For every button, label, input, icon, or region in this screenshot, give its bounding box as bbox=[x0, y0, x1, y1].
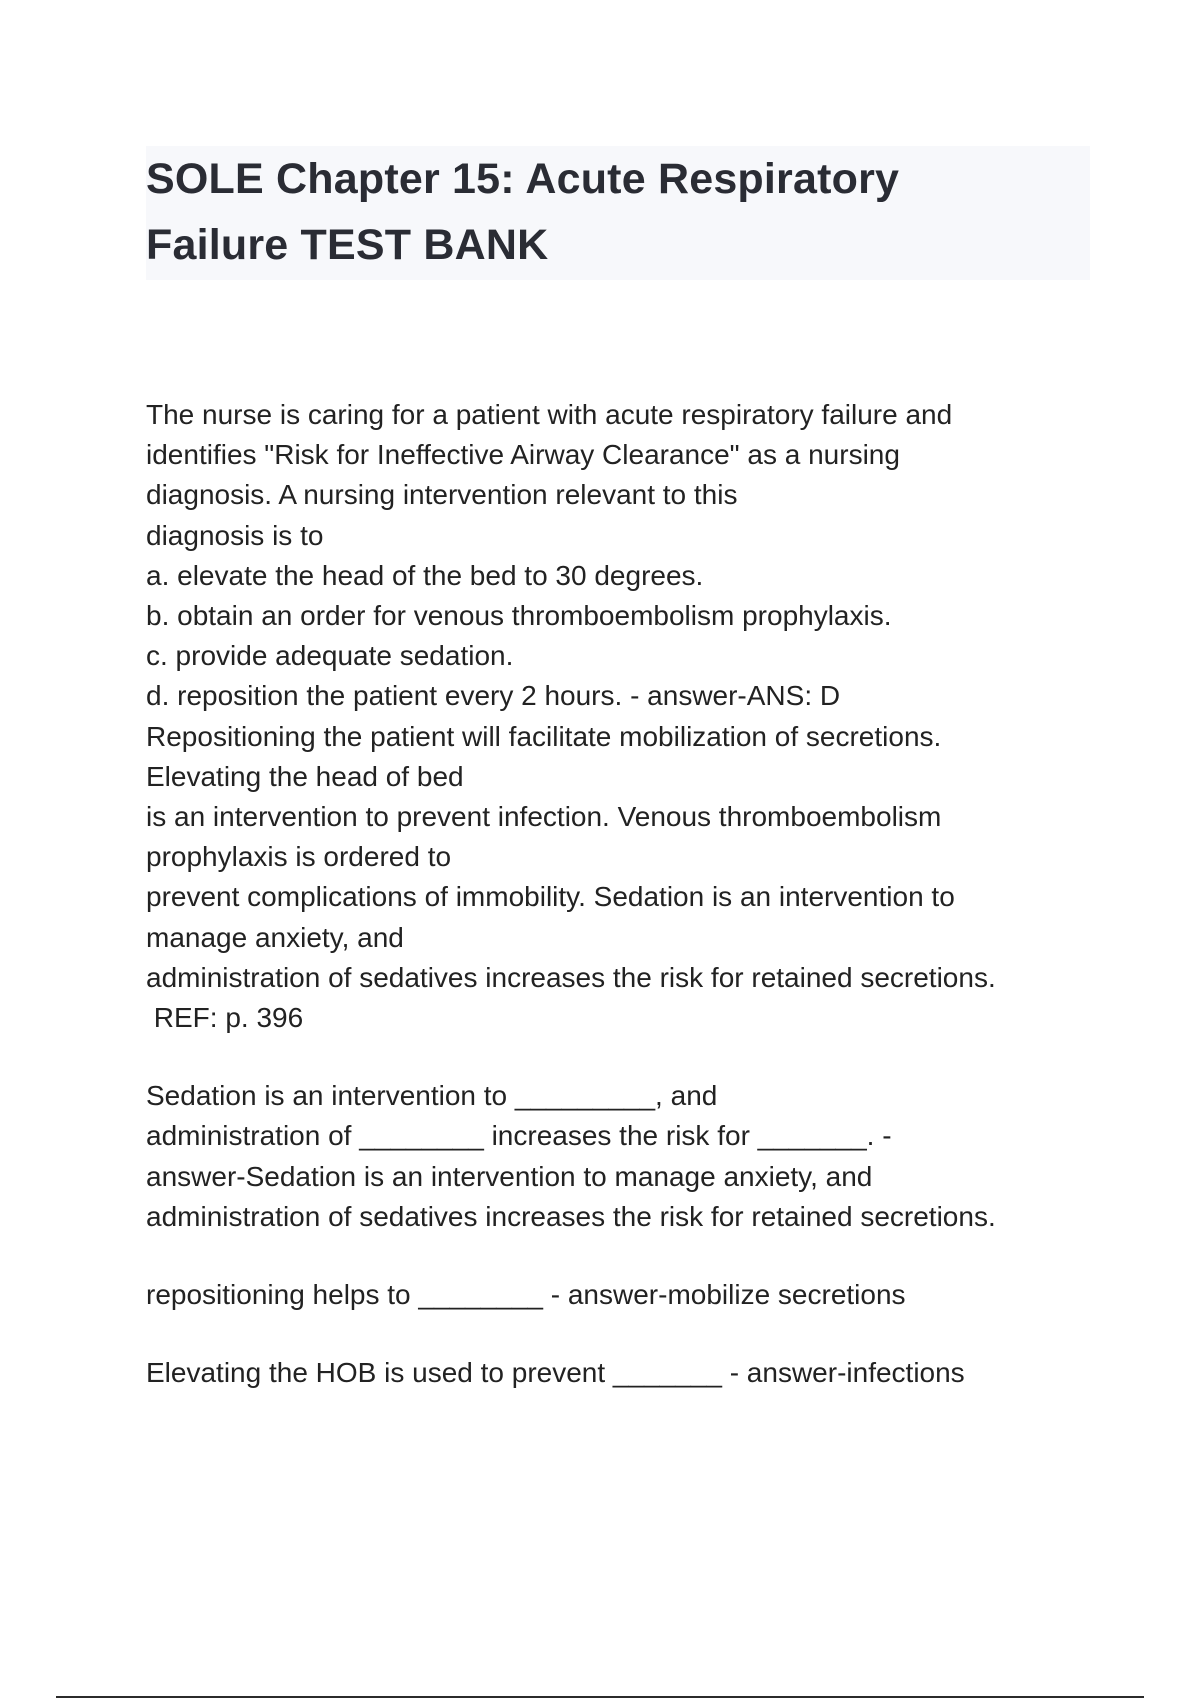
rationale-line: prophylaxis is ordered to bbox=[146, 841, 452, 873]
section-spacer bbox=[146, 1038, 1106, 1076]
question-text-line: diagnosis is to bbox=[146, 519, 324, 551]
answer-line: answer-Sedation is an intervention to manage anxiety, and bbox=[146, 1160, 873, 1192]
page-title-line-1: SOLE Chapter 15: Acute Respiratory bbox=[146, 155, 900, 203]
answer-line: administration of sedatives increases the risk for retained secretions. bbox=[146, 1200, 996, 1232]
page-title-line-2: Failure TEST BANK bbox=[146, 221, 549, 269]
answer-option-c: c. provide adequate sedation. bbox=[146, 640, 514, 672]
question-text-line: administration of ________ increases the risk for _______. - bbox=[146, 1120, 892, 1152]
document-body bbox=[146, 395, 1106, 1393]
question-4 bbox=[146, 1353, 1106, 1393]
question-text-line: Sedation is an intervention to _________, and bbox=[146, 1080, 718, 1112]
question-1 bbox=[146, 395, 1106, 1038]
footer-divider bbox=[56, 1696, 1144, 1698]
answer-option-b: b. obtain an order for venous thromboembolism prophylaxis. bbox=[146, 600, 892, 632]
rationale-line: prevent complications of immobility. Sedation is an intervention to bbox=[146, 881, 955, 913]
rationale-line: administration of sedatives increases the risk for retained secretions. bbox=[146, 961, 996, 993]
rationale-line: is an intervention to prevent infection. Venous thromboembolism bbox=[146, 801, 942, 833]
rationale-line: manage anxiety, and bbox=[146, 921, 404, 953]
question-text-line: The nurse is caring for a patient with acute respiratory failure and bbox=[146, 399, 953, 430]
section-spacer bbox=[146, 1237, 1106, 1275]
question-2 bbox=[146, 1076, 1106, 1237]
reference-line: REF: p. 396 bbox=[146, 1002, 304, 1034]
rationale-line: Elevating the head of bed bbox=[146, 760, 464, 792]
title-block bbox=[146, 146, 1090, 280]
question-text-line: diagnosis. A nursing intervention relevant to this bbox=[146, 479, 738, 511]
rationale-line: Repositioning the patient will facilitate mobilization of secretions. bbox=[146, 720, 942, 752]
section-spacer bbox=[146, 1315, 1106, 1353]
question-answer-line: repositioning helps to ________ - answer-mobilize secretions bbox=[146, 1279, 906, 1311]
question-text-line: identifies "Risk for Ineffective Airway Clearance" as a nursing bbox=[146, 439, 900, 471]
question-3 bbox=[146, 1275, 1106, 1315]
answer-option-d: d. reposition the patient every 2 hours. - answer-ANS: D bbox=[146, 680, 841, 712]
question-answer-line: Elevating the HOB is used to prevent _______ - answer-infections bbox=[146, 1357, 965, 1389]
answer-option-a: a. elevate the head of the bed to 30 degrees. bbox=[146, 559, 704, 591]
